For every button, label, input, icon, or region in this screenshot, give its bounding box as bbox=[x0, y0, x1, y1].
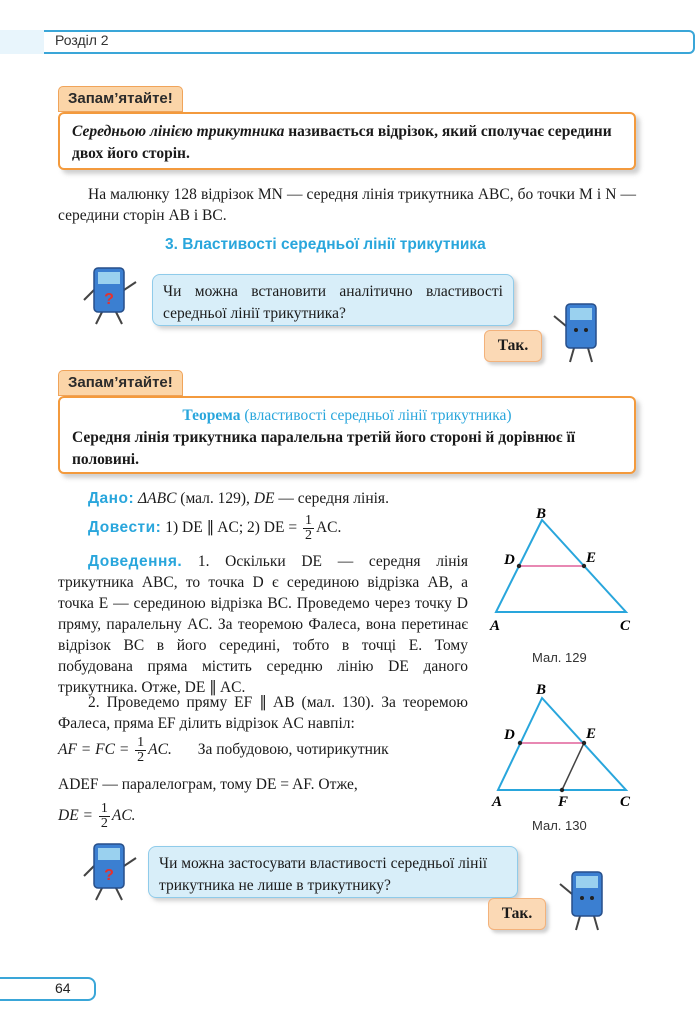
svg-text:?: ? bbox=[104, 291, 114, 308]
page-number-box bbox=[0, 977, 96, 1001]
section-title: 3. Властивості середньої лінії трикутника bbox=[165, 236, 486, 253]
question-bubble-1: Чи можна встановити аналітично властивості середньої лінії трикутника? bbox=[152, 274, 514, 326]
paragraph-midline-example: На малюнку 128 відрізок MN — середня лінія трикутника ABC, бо точки M і N — середини сторін AB і BC. bbox=[58, 186, 636, 224]
proof-equation-line bbox=[58, 736, 468, 765]
proof-eq-lhs: AF = FC = bbox=[58, 741, 130, 759]
prove-line bbox=[88, 514, 468, 543]
proof-construction: За побудовою, чотирикутник bbox=[197, 741, 389, 759]
page-number: 64 bbox=[55, 980, 71, 996]
label-d-130: D bbox=[504, 727, 515, 743]
proof-label: Доведення. bbox=[88, 553, 183, 570]
chapter-title: Розділ 2 bbox=[55, 32, 109, 48]
proof-part1: 1. Оскільки DE — середня лінія трикутника ABC, то точка D є серединою відрізка AB, а точка E — серединою відрізка BC. Проведемо через точку D пряму, паралельну AC. За теоремою Фалеса, вона перетинає відрізок BC в його середині, тобто в точці E. Тому побудована пряма містить середню лінію DE даного трикутника. Отже, DE ∥ AC. bbox=[58, 553, 468, 696]
proof-conclusion-fraction bbox=[99, 802, 110, 831]
figure-129 bbox=[486, 506, 636, 636]
prove-fraction bbox=[303, 514, 314, 543]
theorem-box bbox=[58, 396, 636, 474]
answer-box-2: Так. bbox=[488, 898, 546, 930]
segment-ef-130 bbox=[562, 743, 584, 790]
given-label: Дано: bbox=[88, 490, 135, 507]
proof-eq-fraction bbox=[135, 736, 146, 765]
theorem-word: Теорема bbox=[182, 407, 241, 424]
label-a-129: A bbox=[490, 618, 501, 634]
proof-eq-rhs: AC. bbox=[148, 741, 172, 759]
triangle-abc-130 bbox=[498, 698, 626, 790]
header-accent-icon bbox=[0, 30, 44, 54]
label-f-130: F bbox=[558, 794, 569, 810]
prove-part1: 1) DE ∥ AC; 2) DE = bbox=[165, 519, 298, 537]
label-b-130: B bbox=[536, 682, 547, 698]
proof-eq-fraction-num: 1 bbox=[137, 735, 145, 750]
definition-box bbox=[58, 112, 636, 170]
theorem-title bbox=[72, 405, 622, 427]
prove-fraction-num: 1 bbox=[304, 513, 312, 528]
proof-conclusion-rhs: AC. bbox=[111, 807, 136, 825]
remember-label-1: Запам’ятайте! bbox=[58, 86, 183, 112]
proof-paragraph-2: 2. Проведемо пряму EF ∥ AB (мал. 130). За теоремою Фалеса, пряма EF ділить відрізок AC навпіл: bbox=[58, 694, 468, 732]
label-c-130: C bbox=[620, 794, 631, 810]
proof-eq-fraction-den: 2 bbox=[137, 750, 145, 765]
label-e-130: E bbox=[586, 726, 597, 742]
point-d-129 bbox=[517, 564, 521, 568]
label-c-129: C bbox=[620, 618, 631, 634]
remember-label-2: Запам’ятайте! bbox=[58, 370, 183, 396]
definition-term: Середньою лінією трикутника bbox=[72, 123, 285, 140]
point-d-130 bbox=[518, 741, 522, 745]
figure-129-caption: Мал. 129 bbox=[532, 650, 587, 665]
given-triangle: ΔABC bbox=[138, 490, 177, 507]
svg-text:?: ? bbox=[104, 867, 114, 884]
theorem-statement: Середня лінія трикутника паралельна третій його стороні й дорівнює її половині. bbox=[72, 429, 576, 468]
character-answer-icon-2 bbox=[558, 868, 618, 932]
proof-conclusion-line bbox=[58, 802, 468, 831]
label-e-129: E bbox=[586, 550, 597, 566]
question-bubble-2: Чи можна застосувати властивості середньої лінії трикутника не лише в трикутнику? bbox=[148, 846, 518, 898]
given-rest: — середня лінія. bbox=[274, 490, 389, 507]
prove-label: Довести: bbox=[88, 519, 162, 537]
label-b-129: B bbox=[536, 506, 547, 522]
figure-130-caption: Мал. 130 bbox=[532, 818, 587, 833]
label-a-130: A bbox=[492, 794, 503, 810]
point-f-130 bbox=[560, 788, 564, 792]
prove-part2: AC. bbox=[315, 519, 342, 537]
proof-parallelogram-line: ADEF — паралелограм, тому DE = AF. Отже, bbox=[58, 776, 358, 793]
given-line bbox=[88, 488, 468, 509]
character-question-icon-2 bbox=[82, 838, 140, 902]
figure-130 bbox=[486, 680, 636, 810]
given-ref: (мал. 129), bbox=[176, 490, 254, 507]
theorem-note: (властивості середньої лінії трикутника) bbox=[244, 407, 512, 424]
proof-conclusion-lhs: DE = bbox=[58, 807, 93, 825]
label-d-129: D bbox=[504, 552, 515, 568]
character-question-icon bbox=[82, 262, 140, 326]
answer-box-1: Так. bbox=[484, 330, 542, 362]
prove-fraction-den: 2 bbox=[304, 528, 312, 543]
proof-paragraph-1 bbox=[58, 551, 468, 698]
definition-rest: називається відрізок, який сполучає середини двох його сторін. bbox=[72, 123, 612, 162]
definition-text bbox=[72, 121, 622, 165]
character-answer-icon bbox=[552, 300, 612, 364]
proof-conclusion-fraction-den: 2 bbox=[100, 816, 108, 831]
given-segment: DE bbox=[253, 490, 275, 507]
proof-conclusion-fraction-num: 1 bbox=[100, 801, 108, 816]
